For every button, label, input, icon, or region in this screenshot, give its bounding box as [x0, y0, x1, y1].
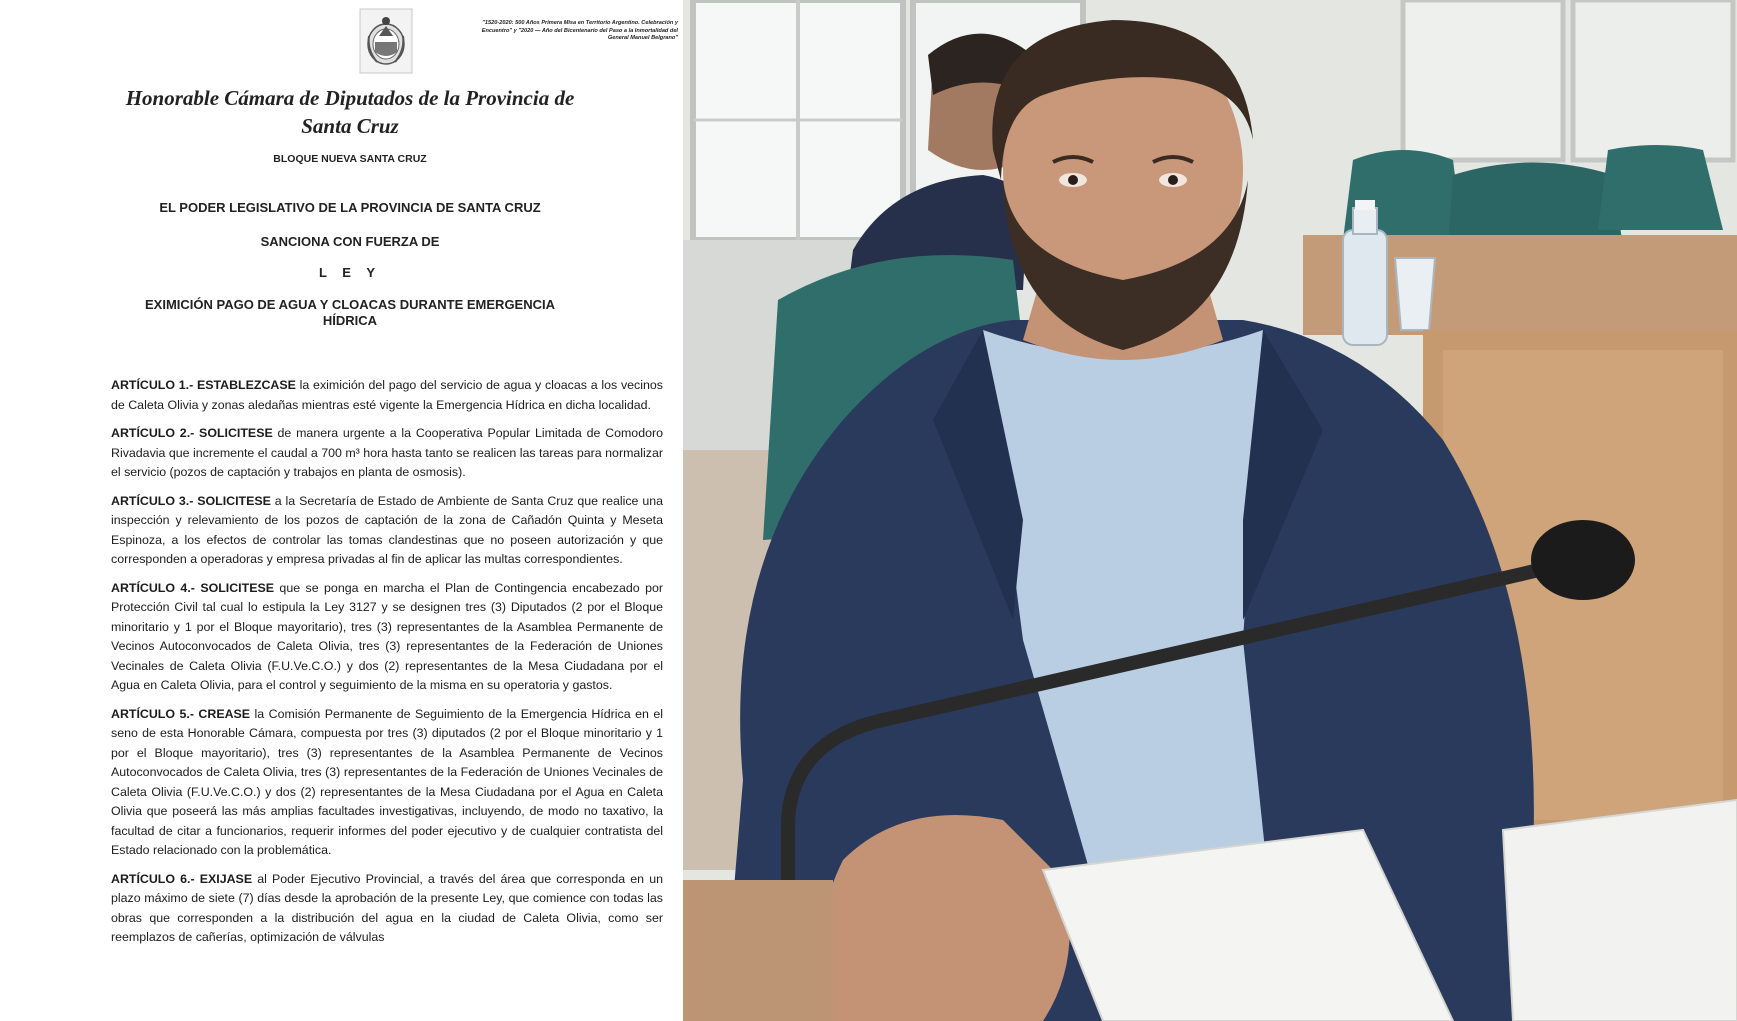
article-text: que se ponga en marcha el Plan de Contingencia encabezado por Protección Civil tal cual lo estipula la Ley 3127 y se designen tres (3) Diputados (2 por el Bloque minoritario y 1 por el Bloque mayoritario), tres (3) representantes de la Asamblea Permanente de Vecinos Autoconvocados de Caleta Olivia, tres (3) representantes de la Federación de Uniones Vecinales de Caleta Olivia (F.U.Ve.C.O.) y dos (2) representantes de la Mesa Ciudadana por el Agua en Caleta Olivia, para el control y seguimiento de la misma en su operatoria y gastos. — [111, 580, 663, 692]
provincial-seal-icon — [359, 8, 413, 74]
photo-illustration — [683, 0, 1737, 1021]
article-1 — [111, 376, 663, 415]
article-text: a la Secretaría de Estado de Ambiente de Santa Cruz que realice una inspección y relevamiento de los pozos de captación de la zona de Cañadón Quinta y Meseta Espinoza, a los efectos de controlar las tomas clandestinas que no poseen autorización y que corresponden a operadoras y empresa privadas al fin de aplicar las multas correspondientes. — [111, 493, 664, 566]
article-lead: ARTÍCULO 5.- CREASE — [111, 706, 251, 721]
article-lead: ARTÍCULO 1.- ESTABLEZCASE — [111, 378, 296, 392]
article-3 — [111, 492, 663, 570]
heading-legislative-power: EL PODER LEGISLATIVO DE LA PROVINCIA DE SANTA CRUZ — [159, 200, 541, 215]
article-lead: ARTÍCULO 4.- SOLICITESE — [111, 580, 274, 595]
article-lead: ARTÍCULO 2.- SOLICITESE — [111, 426, 273, 440]
articles-list — [111, 376, 663, 957]
article-text: al Poder Ejecutivo Provincial, a través del área que corresponda en un plazo máximo de siete (7) días desde la aprobación de la presente Ley, que comience con todas las obras que corresponden a la distribución del agua en la ciudad de Caleta Olivia, como ser reemplazos de cañerías, optimización de válvulas — [111, 871, 663, 944]
heading-ley: L E Y — [318, 265, 382, 280]
microphone-icon — [1531, 520, 1635, 600]
article-text: la Comisión Permanente de Seguimiento de la Emergencia Hídrica en el seno de esta Honorable Cámara, compuesta por tres (3) diputados (2 por el Bloque minoritario y 1 por el Bloque mayoritario), tres (3) representantes de la Asamblea Permanente de Vecinos Autoconvocados de Caleta Olivia, tres (3) representantes de la Federación de Uniones Vecinales de Caleta Olivia (F.U.Ve.C.O.) y dos (2) representantes de la Mesa Ciudadana por el Agua en Caleta Olivia que poseerá las más amplias facultades investigativas, incluyendo, de modo no taxativo, la facultad de citar a funcionarios, requerir informes del poder ejecutivo y de cualquier contratista del Estado relacionado con la problemática. — [111, 706, 663, 857]
heading-sanciona: SANCIONA CON FUERZA DE — [260, 234, 440, 249]
desk-top — [683, 880, 833, 1021]
article-2 — [111, 424, 663, 483]
article-lead: ARTÍCULO 3.- SOLICITESE — [111, 493, 271, 508]
article-text: la eximición del pago del servicio de agua y cloacas a los vecinos de Caleta Olivia y zonas aledañas mientras esté vigente la Emergencia Hídrica en dicha localidad. — [111, 378, 663, 412]
bloque-name: BLOQUE NUEVA SANTA CRUZ — [273, 153, 427, 165]
legislative-document — [0, 0, 683, 1021]
article-lead: ARTÍCULO 6.- EXIJASE — [111, 871, 253, 886]
heading-law-subject: EXIMICIÓN PAGO DE AGUA Y CLOACAS DURANTE EMERGENCIA HÍDRICA — [144, 297, 555, 328]
article-4 — [111, 579, 663, 696]
chamber-title: Honorable Cámara de Diputados de la Provincia de Santa Cruz — [125, 86, 575, 138]
article-5 — [111, 705, 663, 861]
article-6 — [111, 870, 663, 948]
legislator-photo — [683, 0, 1737, 1021]
water-glass — [1395, 258, 1435, 330]
article-text: de manera urgente a la Cooperativa Popular Limitada de Comodoro Rivadavia que incremente el caudal a 700 m³ hora hasta tanto se realicen las tareas para normalizar el servicio (pozos de captación y trabajos en planta de osmosis). — [111, 426, 664, 479]
header-motto: "1520-2020: 500 Años Primera Misa en Territorio Argentino. Celebración y Encuentro" y "2020 — Año del Bicentenario del Paso a la Inmortalidad del General Manuel Belgrano" — [481, 20, 678, 42]
